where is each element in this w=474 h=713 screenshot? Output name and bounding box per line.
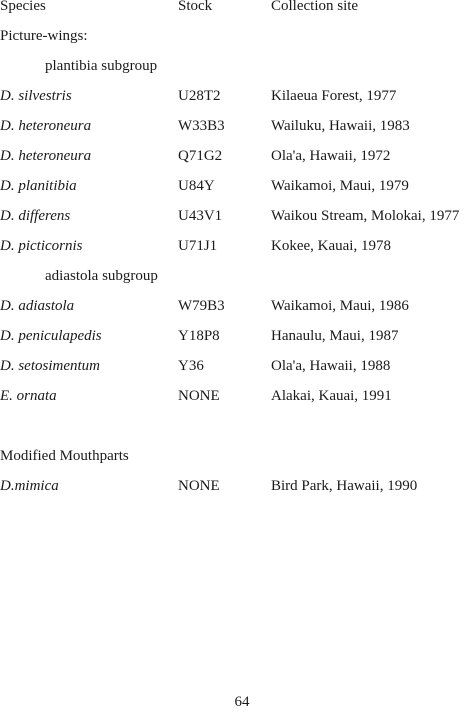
table-row [0, 236, 474, 256]
table-row [0, 176, 474, 196]
table-row [0, 296, 474, 316]
table-header [0, 0, 474, 16]
stock-column-header: Stock [178, 0, 213, 14]
stock-id: W79B3 [178, 298, 225, 314]
subgroup-title: adiastola subgroup [45, 268, 158, 284]
table-row [0, 476, 474, 496]
collection-site: Waikamoi, Maui, 1979 [271, 178, 409, 194]
species-name: D. planitibia [0, 178, 77, 194]
table-row [0, 326, 474, 346]
subgroup-title: plantibia subgroup [45, 58, 158, 74]
stock-id: U43V1 [178, 208, 223, 224]
stock-id: NONE [178, 478, 220, 494]
species-name: D. differens [0, 208, 71, 224]
table-row [0, 146, 474, 166]
stock-id: U28T2 [178, 88, 221, 104]
stock-id: Y36 [178, 358, 204, 374]
collection-site-column-header: Collection site [271, 0, 359, 14]
species-column-header: Species [0, 0, 46, 14]
collection-site: Wailuku, Hawaii, 1983 [271, 118, 410, 134]
section-title: Picture-wings: [0, 28, 88, 44]
species-name: D. peniculapedis [0, 328, 102, 344]
species-name: D. picticornis [0, 238, 83, 254]
species-name: D. silvestris [0, 88, 72, 104]
collection-site: Bird Park, Hawaii, 1990 [271, 478, 418, 494]
section-heading-picture-wings [0, 26, 474, 46]
table-row [0, 86, 474, 106]
table-row [0, 206, 474, 226]
species-name: E. ornata [0, 388, 57, 404]
section-heading-modified-mouthparts [0, 446, 474, 466]
subgroup-heading-adiastola [0, 266, 474, 286]
section-title: Modified Mouthparts [0, 448, 129, 464]
collection-site: Waikou Stream, Molokai, 1977 [271, 208, 460, 224]
collection-site: Kokee, Kauai, 1978 [271, 238, 391, 254]
collection-site: Kilaeua Forest, 1977 [271, 88, 397, 104]
species-name: D.mimica [0, 478, 59, 494]
table-row [0, 356, 474, 376]
species-name: D. adiastola [0, 298, 75, 314]
stock-id: W33B3 [178, 118, 225, 134]
collection-site: Waikamoi, Maui, 1986 [271, 298, 409, 314]
stock-id: U84Y [178, 178, 215, 194]
species-name: D. setosimentum [0, 358, 100, 374]
stock-id: Y18P8 [178, 328, 220, 344]
table-row [0, 386, 474, 406]
table-row [0, 116, 474, 136]
collection-site: Hanaulu, Maui, 1987 [271, 328, 399, 344]
collection-site: Ola'a, Hawaii, 1972 [271, 148, 391, 164]
stock-id: Q71G2 [178, 148, 223, 164]
subgroup-heading-plantibia [0, 56, 474, 76]
species-name: D. heteroneura [0, 118, 92, 134]
collection-site: Ola'a, Hawaii, 1988 [271, 358, 391, 374]
stock-id: U71J1 [178, 238, 218, 254]
page-number: 64 [234, 694, 250, 710]
collection-site: Alakai, Kauai, 1991 [271, 388, 392, 404]
species-name: D. heteroneura [0, 148, 92, 164]
stock-id: NONE [178, 388, 220, 404]
